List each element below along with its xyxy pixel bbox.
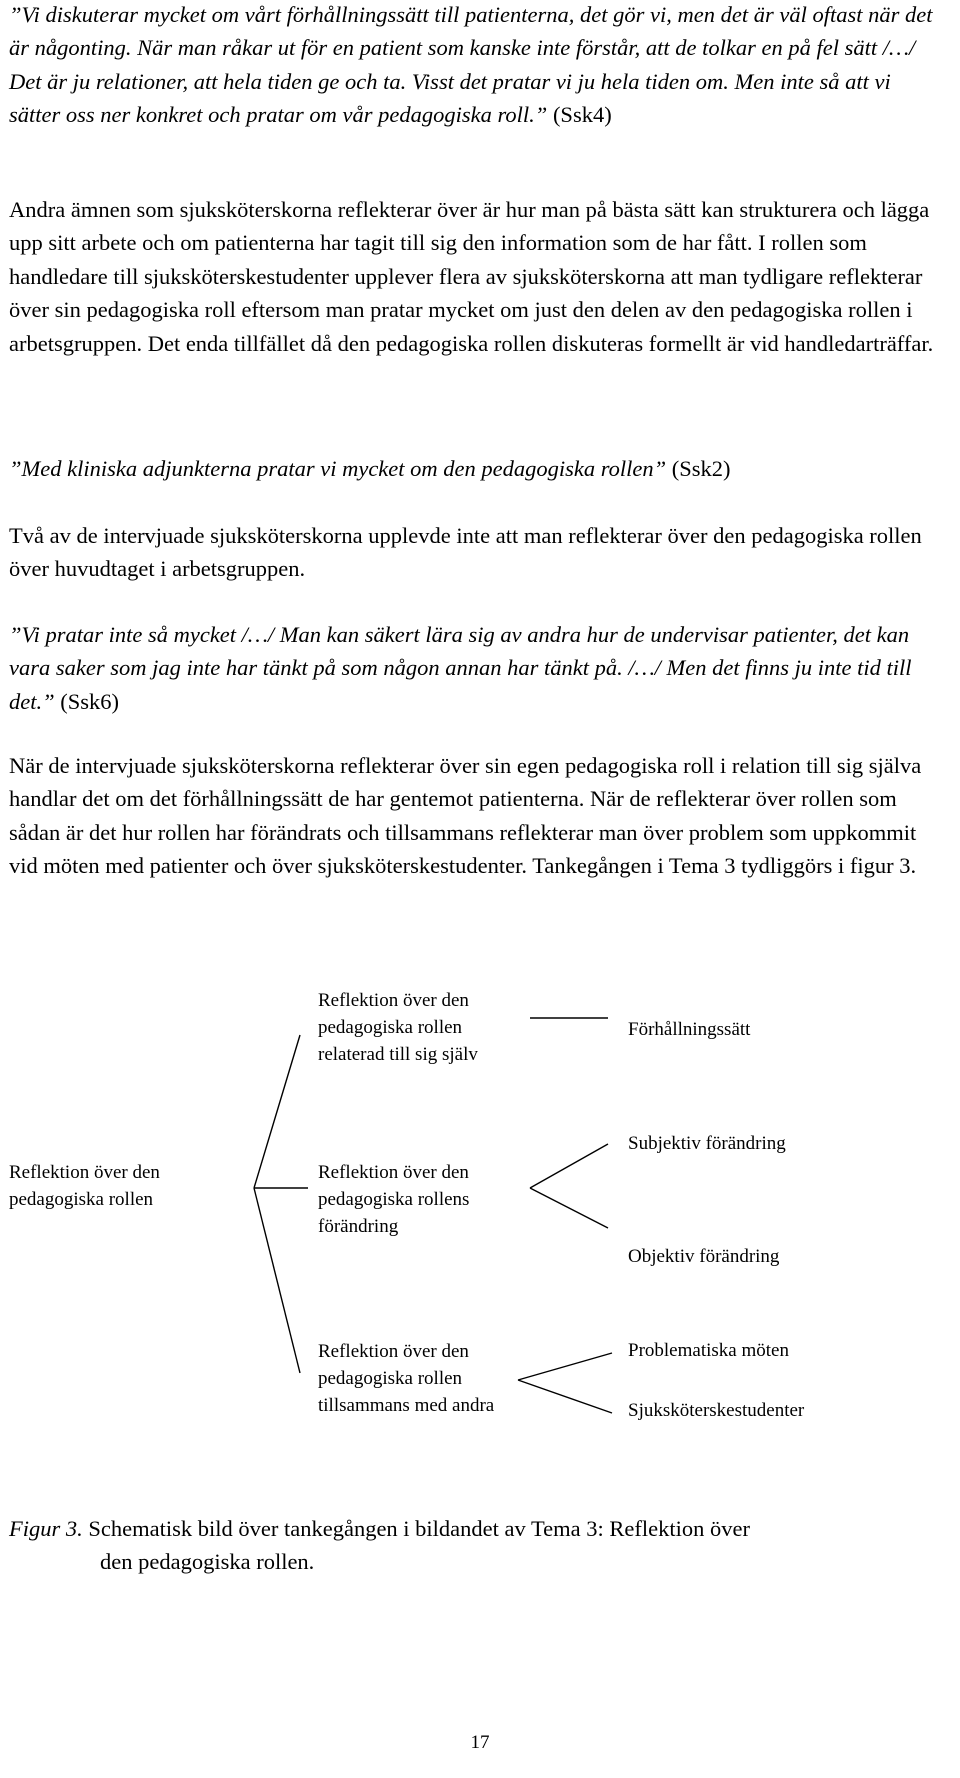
- quote-text: ”Vi diskuterar mycket om vårt förhållningssätt till patienterna, det gör vi, men det är väl oftast när det är någonting. När man råkar ut för en patient som kanske inte förstår, att de tolkar en på fel sätt /…/ Det är ju relationer, att hela tiden ge och ta. Visst det pratar vi ju hela tiden om. Men inte så att vi sätter oss ner konkret och pratar om vår pedagogiska roll.”: [9, 2, 933, 128]
- connector-branch3-upper: [518, 1353, 612, 1380]
- diagram-branch-1-node: Reflektion över den pedagogiska rollen relaterad till sig själv: [318, 990, 478, 1065]
- body-paragraph-2: Två av de intervjuade sjuksköterskorna upplevde inte att man reflekterar över den pedagogiska rollen över huvudtaget i arbetsgruppen.: [9, 523, 922, 582]
- body-paragraph-1: Andra ämnen som sjuksköterskorna reflekterar över är hur man på bästa sätt kan strukturera och lägga upp sitt arbete och om patienterna har tagit till sig den information som de har fått. I rollen som handledare till sjuksköterskestudenter upplever flera av sjuksköterskorna att man tydligare reflekterar över sin pedagogiska roll eftersom man pratar mycket om just den delen av den pedagogiska rollen i arbetsgruppen. Det enda tillfället då den pedagogiska rollen diskuteras formellt är vid handledarträffar.: [9, 197, 934, 356]
- connector-branch2-lower: [530, 1188, 608, 1228]
- figure-caption-line-1: Schematisk bild över tankegången i bildandet av Tema 3: Reflektion över: [88, 1516, 750, 1541]
- quote-reference: (Ssk6): [60, 688, 120, 714]
- quote-reference: (Ssk4): [552, 102, 612, 128]
- diagram-branch-3-node: Reflektion över den pedagogiska rollen tillsammans med andra: [318, 1341, 495, 1416]
- quote-text: ”Med kliniska adjunkterna pratar vi mycket om den pedagogiska rollen”: [9, 456, 667, 481]
- diagram-leaf-objektiv: Objektiv förändring: [628, 1246, 780, 1267]
- interview-quote-ssk2: [9, 452, 944, 485]
- diagram-leaf-subjektiv: Subjektiv förändring: [628, 1133, 786, 1154]
- interview-quote-ssk6: [9, 618, 944, 718]
- diagram-root-node: Reflektion över den pedagogiska rollen: [9, 1162, 160, 1210]
- connector-root-bottom: [254, 1188, 300, 1373]
- page-number: 17: [470, 1732, 490, 1753]
- figure-caption-line-2: den pedagogiska rollen.: [100, 1549, 315, 1574]
- connector-branch2-upper: [530, 1144, 608, 1188]
- interview-quote-ssk4: [9, 0, 944, 132]
- diagram-leaf-sjukskoterskestudenter: Sjuksköterskestudenter: [628, 1400, 805, 1421]
- diagram-branch-2-node: Reflektion över den pedagogiska rollens förändring: [318, 1162, 470, 1237]
- connector-root-top: [254, 1035, 300, 1188]
- quote-reference: (Ssk2): [671, 456, 731, 481]
- connector-branch3-lower: [518, 1380, 612, 1413]
- diagram-leaf-forhallningssatt: Förhållningssätt: [628, 1019, 751, 1040]
- figure-label: Figur 3.: [9, 1516, 83, 1541]
- quote-text: ”Vi pratar inte så mycket /…/ Man kan säkert lära sig av andra hur de undervisar patienter, det kan vara saker som jag inte har tänkt på som någon annan har tänkt på. /…/ Men det finns ju inte tid till det.”: [9, 622, 912, 714]
- body-paragraph-3: När de intervjuade sjuksköterskorna reflekterar över sin egen pedagogiska roll i relation till sig själva handlar det om det förhållningssätt de har gentemot patienterna. När de reflekterar över rollen som sådan är det hur rollen har förändrats och tillsammans reflekterar man över problem som uppkommit vid möten med patienter och över sjuksköterskestudenter. Tankegången i Tema 3 tydliggörs i figur 3.: [9, 753, 922, 879]
- figure-caption: [9, 1512, 944, 1578]
- diagram-leaf-problematiska-moten: Problematiska möten: [628, 1340, 789, 1361]
